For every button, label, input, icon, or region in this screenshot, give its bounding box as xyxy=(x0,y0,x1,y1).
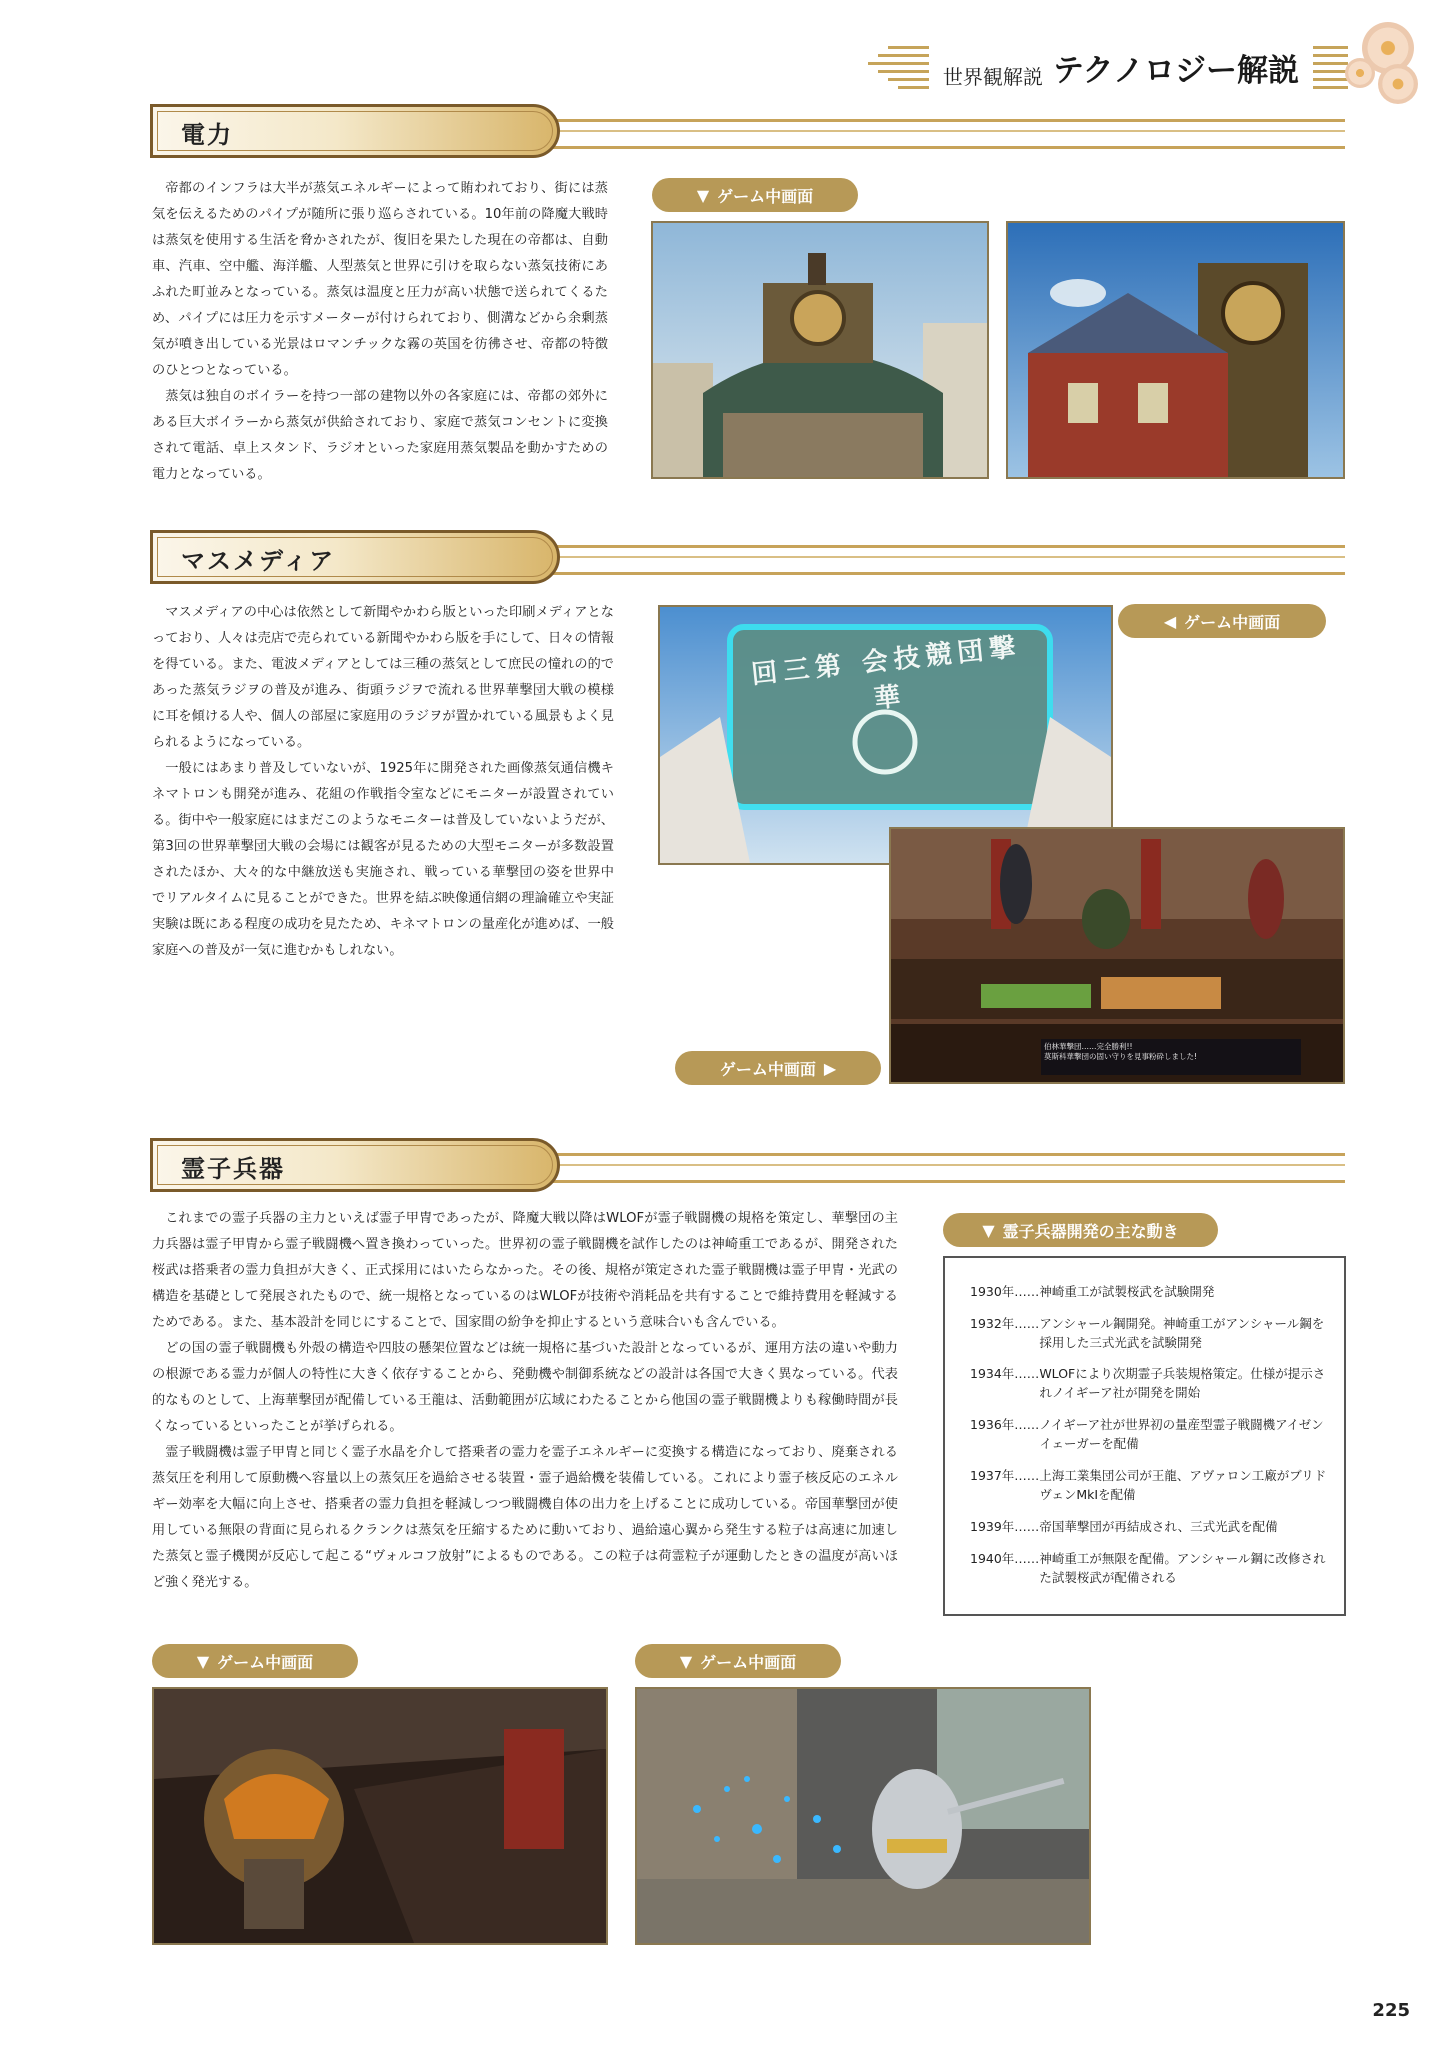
header-category: 世界観解説 xyxy=(942,65,1043,89)
timeline-entry xyxy=(970,1282,1330,1301)
media-body xyxy=(152,600,614,964)
page-number: 225 xyxy=(1372,2000,1410,2021)
screenshot-label: ▼ ゲーム中画面 xyxy=(152,1644,358,1678)
paragraph: これまでの霊子兵器の主力といえば霊子甲冑であったが、降魔大戦以降はWLOFが霊子戦闘機の規格を策定し、華撃団の主力兵器は霊子甲冑から霊子戦闘機へ置き換わっていった。世界初の霊子戦闘機を試作したのは神崎重工であるが、開発された桜武は搭乗者の霊力負担が大きく、正式採用にはいたらなかった。その後、規格が策定された霊子戦闘機は霊子甲冑・光武の構造を基礎として発展されたもので、統一規格となっているのはWLOFが技術や消耗品を共有することで維持費用を軽減するためである。また、基本設計を同じにすることで、国家間の紛争を抑止するという意味合いも含んでいる。 xyxy=(152,1211,898,1330)
section-title: 霊子兵器 xyxy=(181,1154,285,1183)
triangle-down-icon: ▼ xyxy=(196,1651,210,1671)
triangle-right-icon: ▶ xyxy=(823,1058,837,1078)
sign-text: 回三第 会技競団撃華 xyxy=(749,632,1023,715)
timeline-entry xyxy=(970,1415,1330,1453)
timeline-label: ▼ 霊子兵器開発の主な動き xyxy=(943,1213,1218,1247)
timeline-entry xyxy=(970,1364,1330,1402)
timeline-text: アンシャール鋼開発。神崎重工がアンシャール鋼を採用した三式光武を試験開発 xyxy=(1039,1316,1325,1350)
header-title: テクノロジー解説 xyxy=(1052,53,1299,89)
timeline-text: 神崎重工が試製桜武を試験開発 xyxy=(1039,1284,1215,1299)
section-heading-weapons xyxy=(150,1138,1345,1192)
timeline-year: 1934年…… xyxy=(970,1366,1040,1381)
paragraph: 霊子戦闘機は霊子甲冑と同じく霊子水晶を介して搭乗者の霊力を霊子エネルギーに変換する構造になっており、廃棄される蒸気圧を利用して原動機へ容量以上の蒸気圧を過給させる装置・霊子過給機を装備している。これにより霊子核反応のエネルギー効率を大幅に向上させ、搭乗者の霊力負担を軽減しつつ戦闘機自体の出力を上げることに成功している。帝国華撃団が使用している無限の背面に見られるクランクは蒸気を圧縮するために動いており、過給遠心翼から発生する粒子は高速に加速した蒸気と霊子機関が反応して起こる“ヴォルコフ放射”によるものである。この粒子は荷霊粒子が運動したときの温度が高いほど強く発光する。 xyxy=(152,1445,898,1590)
triangle-down-icon: ▼ xyxy=(982,1220,995,1240)
timeline-text: 上海工業集団公司が王龍、アヴァロン工廠がブリドヴェンMkIを配備 xyxy=(1039,1468,1327,1502)
timeline-year: 1930年…… xyxy=(970,1284,1040,1299)
section-heading-media xyxy=(150,530,1345,584)
timeline-entry xyxy=(970,1466,1330,1504)
sakura-ornament xyxy=(1378,64,1418,104)
weapons-body xyxy=(152,1206,898,1596)
timeline-year: 1939年…… xyxy=(970,1519,1040,1534)
game-screenshot xyxy=(152,1687,608,1945)
timeline-year: 1936年…… xyxy=(970,1417,1040,1432)
timeline-box xyxy=(943,1256,1346,1616)
dialog-box xyxy=(1044,1042,1197,1062)
paragraph: 蒸気は独自のボイラーを持つ一部の建物以外の各家庭には、帝都の郊外にある巨大ボイラーから蒸気が供給されており、家庭で蒸気コンセントに変換されて電話、卓上スタンド、ラジオといった家庭用蒸気製品を動かすための電力となっている。 xyxy=(152,389,608,482)
triangle-left-icon: ◀ xyxy=(1163,611,1177,631)
timeline-year: 1937年…… xyxy=(970,1468,1040,1483)
dialog-line: 莫斯科華撃団の固い守りを見事粉砕しました! xyxy=(1044,1052,1198,1061)
timeline-text: ノイギーア社が世界初の量産型霊子戦闘機アイゼンイェーガーを配備 xyxy=(1039,1417,1324,1451)
paragraph: 一般にはあまり普及していないが、1925年に開発された画像蒸気通信機キネマトロンも開発が進み、花組の作戦指令室などにモニターが設置されている。街中や一般家庭にはまだこのようなモニターは普及していないようだが、第3回の世界華撃団大戦の会場には観客が見るための大型モニターが多数設置されたほか、大々的な中継放送も実施され、戦っている華撃団の姿を世界中でリアルタイムに見ることができた。世界を結ぶ映像通信網の理論確立や実証実験は既にある程度の成功を見たため、キネマトロンの量産化が進めば、一般家庭への普及が一気に進むかもしれない。 xyxy=(152,761,614,958)
paragraph: マスメディアの中心は依然として新聞やかわら版といった印刷メディアとなっており、人々は売店で売られている新聞やかわら版を手にして、日々の情報を得ている。また、電波メディアとしては三種の蒸気として庶民の憧れの的であった蒸気ラジヲの普及が進み、街頭ラジヲで流れる世界華撃団大戦の模様に耳を傾ける人や、個人の部屋に家庭用のラジヲが置かれている風景もよく見られるようになっている。 xyxy=(152,605,614,750)
timeline-year: 1932年…… xyxy=(970,1316,1040,1331)
sakura-ornament xyxy=(1345,58,1375,88)
screenshot-label: ▼ ゲーム中画面 xyxy=(652,178,858,212)
timeline-entry xyxy=(970,1517,1330,1536)
triangle-down-icon: ▼ xyxy=(696,185,710,205)
timeline-text: 神崎重工が無限を配備。アンシャール鋼に改修された試製桜武が配備される xyxy=(1039,1551,1326,1585)
paragraph: どの国の霊子戦闘機も外殻の構造や四肢の懸架位置などは統一規格に基づいた設計となっているが、運用方法の違いや動力の根源である霊力が個人の特性に大きく依存することから、発動機や制御系統などの設計は各国で大きく異なっている。代表的なものとして、上海華撃団が配備している王龍は、活動範囲が広域にわたることから他国の霊子戦闘機よりも稼働時間が長くなっているといったことが挙げられる。 xyxy=(152,1341,898,1434)
timeline-text: WLOFにより次期霊子兵装規格策定。仕様が提示されノイギーア社が開発を開始 xyxy=(1039,1366,1326,1400)
paragraph: 帝都のインフラは大半が蒸気エネルギーによって賄われており、街には蒸気を伝えるためのパイプが随所に張り巡らされている。10年前の降魔大戦時は蒸気を使用する生活を脅かされたが、復旧を果たした現在の帝都は、自動車、汽車、空中艦、海洋艦、人型蒸気と世界に引けを取らない蒸気技術にあふれた町並みとなっている。蒸気は温度と圧力が高い状態で送られてくるため、パイプには圧力を示すメーターが付けられており、側溝などから余剰蒸気が噴き出している光景はロマンチックな霧の英国を彷彿させ、帝都の特徴のひとつとなっている。 xyxy=(152,181,608,378)
page-header xyxy=(929,40,1313,90)
timeline-text: 帝国華撃団が再結成され、三式光武を配備 xyxy=(1039,1519,1278,1534)
timeline-entry xyxy=(970,1549,1330,1587)
screenshot-label: ゲーム中画面 ▶ xyxy=(675,1051,881,1085)
triangle-down-icon: ▼ xyxy=(679,1651,693,1671)
dialog-line: 伯林華撃団……完全勝利!! xyxy=(1044,1042,1133,1051)
section-title: マスメディア xyxy=(181,546,336,575)
timeline-year: 1940年…… xyxy=(970,1551,1040,1566)
game-screenshot xyxy=(635,1687,1091,1945)
electric-body xyxy=(152,176,608,488)
game-screenshot xyxy=(651,221,989,479)
screenshot-label: ▼ ゲーム中画面 xyxy=(635,1644,841,1678)
screenshot-label: ◀ ゲーム中画面 xyxy=(1118,604,1326,638)
section-title: 電力 xyxy=(181,120,233,149)
game-screenshot xyxy=(1006,221,1345,479)
timeline-entry xyxy=(970,1314,1330,1352)
section-heading-electric xyxy=(150,104,1345,158)
